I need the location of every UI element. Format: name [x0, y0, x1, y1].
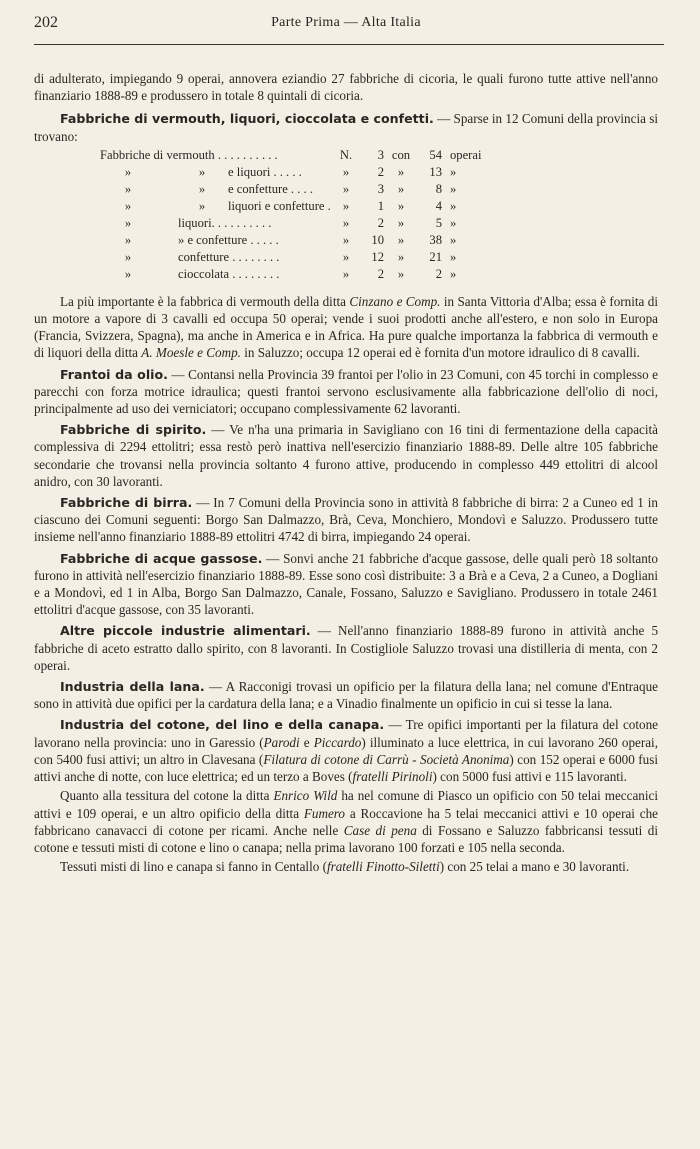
alimentari-paragraph: Altre piccole industrie alimentari. — Nell'anno finanziario 1888-89 furono in attività anche 5 fabbriche di aceto estratto dallo spirito, con 8 lavoranti. In Costigliole Saluzzo trovasi una distilleria di menta, con 2 operai.: [34, 623, 659, 673]
row-n: »: [342, 181, 350, 196]
row-label: » confetture . . . . . . . .: [124, 249, 280, 264]
gassose-paragraph: Fabbriche di acque gassose. — Sonvi anche 21 fabbriche d'acque gassose, delle quali però 18 soltanto furono in attività nell'esercizio finanziario 1888-89. Esse sono così distribuite: 3 a Brà e a Ceva, 2 a Cuneo, a Dogliani e a Mondovì, ed 1 in Alba, Borgo San Dalmazzo, Canale, Fossano, Saluzzo e Savigliano. Produssero in totale 2461 ettolitri d'acque gassose, con 35 lavoranti.: [34, 550, 659, 618]
row-label: Fabbriche di vermouth . . . . . . . . . .: [100, 147, 278, 162]
row-num: 3: [377, 181, 384, 196]
row-con: »: [397, 266, 405, 281]
row-con: »: [397, 215, 405, 230]
row-con: »: [397, 164, 405, 179]
row-workers: 54: [429, 147, 442, 162]
vermouth-table-row: [100, 249, 500, 266]
row-num: 3: [377, 147, 384, 162]
row-num: 2: [377, 215, 384, 230]
row-unit: »: [450, 249, 457, 264]
section-title-gassose: Fabbriche di acque gassose.: [60, 550, 263, 566]
row-n: »: [342, 232, 350, 247]
row-n: »: [342, 198, 350, 213]
intro-paragraph: di adulterato, impiegando 9 operai, annovera eziandio 27 fabbriche di cicoria, le quali furono tutte attive nell'anno finanziario 1888-89 e produssero in totale 8 quintali di cicoria.: [34, 71, 658, 104]
vermouth-table-row: [100, 215, 500, 232]
vermouth-intro-text: — Sparse in 12 Comuni della provincia si trovano:: [34, 111, 659, 144]
header-rule: [34, 44, 664, 45]
body-text: [34, 70, 658, 875]
firm-name-cinzano: Cinzano e Comp.: [349, 293, 441, 309]
section-title-cotone: Industria del cotone, del lino e della canapa.: [60, 717, 385, 733]
row-num: 2: [377, 164, 384, 179]
running-title: Parte Prima — Alta Italia: [271, 15, 421, 30]
running-head: [34, 8, 658, 30]
cotone-paragraph-1: Industria del cotone, del lino e della canapa. — Tre opifici importanti per la filatura del cotone lavorano nella provincia: uno in Garessio (Parodi e Piccardo) illuminato a luce elettrica, in cui lavorano 260 operai, con 5400 fusi attivi; un altro in Clavesana (Filatura di cotone di Carrù - Società Anonima) con 152 operai e 6000 fusi attivi anche di notte, con luce elettrica; ed un terzo a Boves (fratelli Pirinoli) con 5000 fusi attivi e 115 lavoranti.: [34, 717, 658, 785]
row-unit: »: [450, 198, 457, 213]
row-label: » » e confetture . . . .: [124, 181, 313, 196]
row-workers: 4: [435, 198, 442, 213]
row-con: »: [397, 232, 405, 247]
section-title-frantoi: Frantoi da olio.: [60, 366, 168, 382]
section-title-vermouth: Fabbriche di vermouth, liquori, cioccolata e confetti.: [60, 111, 434, 127]
row-workers: 21: [429, 249, 442, 264]
row-num: 10: [371, 232, 384, 247]
vermouth-table-row: [100, 164, 500, 181]
frantoi-paragraph: Frantoi da olio. — Contansi nella Provincia 39 frantoi per l'olio in 23 Comuni, con 45 torchi in complesso e parecchi con forza motrice idraulica; questi frantoi servono esclusivamente alla fabbricazione dell'olio di noci, principalmente ad uso dei verniciatori; occupano complessivamente 62 lavoranti.: [34, 366, 659, 417]
row-workers: 5: [435, 215, 442, 230]
vermouth-table-row: [100, 198, 500, 215]
firm-name-moesle: A. Moesle e Comp.: [141, 345, 241, 361]
row-label: » » liquori e confetture .: [124, 198, 331, 213]
row-num: 2: [377, 266, 384, 281]
row-unit: »: [450, 215, 457, 230]
row-n: »: [342, 249, 350, 264]
row-unit: operai: [450, 147, 482, 162]
row-unit: »: [450, 181, 457, 196]
book-page: [34, 8, 658, 1138]
spirito-paragraph: Fabbriche di spirito. — Ve n'ha una primaria in Savigliano con 16 tini di fermentazione della capacità complessiva di 2294 ettolitri; essa restò però inattiva nell'esercizio finanziario 1888-89. Delle altre 105 fabbriche secondarie che trovansi nella provincia soltanto 4 furono attive, producendo in complesso 449 ettolitri di alcool anidro, con 30 lavoranti.: [34, 422, 658, 489]
row-num: 12: [371, 249, 384, 264]
row-unit: »: [450, 232, 457, 247]
section-title-alimentari: Altre piccole industrie alimentari.: [60, 623, 311, 639]
birra-paragraph: Fabbriche di birra. — In 7 Comuni della Provincia sono in attività 8 fabbriche di birra: 2 a Cuneo ed 1 in ciascuno dei Comuni seguenti: Borgo San Dalmazzo, Brà, Ceva, Monchiero, Mondovì e Saluzzo. Produssero tutte insieme nell'anno finanziario 1888-89 ettolitri 4742 di birra, impiegando 24 operai.: [34, 495, 659, 545]
cotone-paragraph-3: Tessuti misti di lino e canapa si fanno in Centallo (fratelli Finotto-Siletti) con 25 telai a mano e 30 lavoranti.: [60, 859, 630, 875]
row-unit: »: [450, 266, 457, 281]
row-con: »: [397, 249, 405, 264]
vermouth-table-row: [100, 181, 500, 198]
vermouth-heading-paragraph: [34, 110, 658, 144]
row-label: » » e confetture . . . . .: [124, 232, 279, 247]
page-number: 202: [34, 14, 58, 31]
row-label: » cioccolata . . . . . . . .: [124, 266, 280, 281]
row-workers: 38: [429, 232, 442, 247]
row-label: » » e liquori . . . . .: [124, 164, 302, 179]
row-n: »: [342, 215, 350, 230]
section-title-birra: Fabbriche di birra.: [60, 495, 193, 511]
row-workers: 13: [429, 164, 442, 179]
row-n: »: [342, 266, 350, 281]
row-unit: »: [450, 164, 457, 179]
vermouth-table: [100, 147, 500, 283]
row-con: »: [397, 198, 405, 213]
vermouth-table-row: [100, 266, 500, 283]
lana-paragraph: Industria della lana. — A Racconigi trovasi un opificio per la filatura della lana; nel comune d'Entraque sono in attività due opifici per la cardatura della lana; e a Vinadio finalmente un opificio in cui si tesse la lana.: [34, 679, 658, 712]
row-con: »: [397, 181, 405, 196]
row-n: »: [342, 164, 350, 179]
vermouth-table-row: [100, 147, 500, 164]
row-workers: 8: [435, 181, 442, 196]
row-n: N.: [339, 147, 353, 162]
vermouth-paragraph: La più importante è la fabbrica di vermouth della ditta Cinzano e Comp. in Santa Vittoria d'Alba; essa è fornita di un motore a vapore di 3 cavalli ed occupa 50 operai; vende i suoi prodotti anche all'estero, e non solo in Europa (Francia, Svizzera, Spagna), ma anche in America e in Africa. Ha pure qualche importanza la fabbrica di vermouth e di liquori della ditta A. Moesle e Comp. in Saluzzo; occupa 12 operai ed è fornita d'un motore idraulico di 8 cavalli.: [34, 293, 658, 361]
cotone-paragraph-2: Quanto alla tessitura del cotone la ditta Enrico Wild ha nel comune di Piasco un opificio con 50 telai meccanici attivi e 109 operai, e un altro opificio della ditta Fumero a Roccavione ha 5 telai meccanici attivi e 10 operai che fabbricano canavacci di cotone per ricami. Anche nelle Case di pena di Fossano e Saluzzo fabbricansi tessuti di cotone e tessuti misti di cotone e lino o canapa; nella prima lavorano 100 forzati e 105 nella seconda.: [34, 788, 659, 855]
row-con: con: [391, 147, 411, 162]
section-title-lana: Industria della lana.: [60, 679, 205, 695]
row-label: » liquori. . . . . . . . . .: [124, 215, 272, 230]
row-workers: 2: [435, 266, 442, 281]
section-title-spirito: Fabbriche di spirito.: [60, 422, 207, 438]
vermouth-table-row: [100, 232, 500, 249]
row-num: 1: [377, 198, 384, 213]
